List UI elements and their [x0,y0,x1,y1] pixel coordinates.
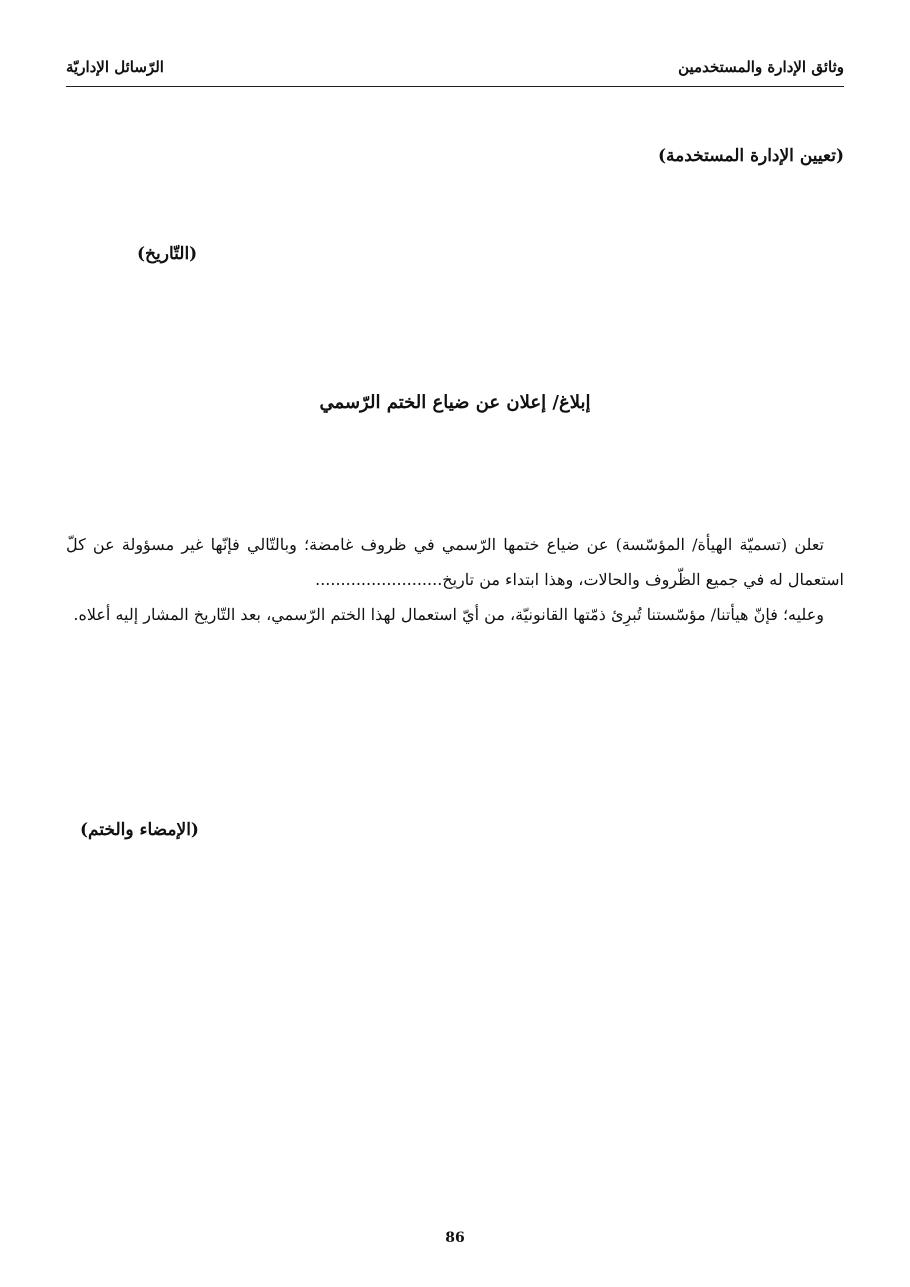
date-placeholder: (التّاريخ) [137,244,198,264]
page-number: 86 [445,1230,465,1246]
body-paragraph-2: وعليه؛ فإنّ هيأتنا/ مؤسّستنا تُبرِئ ذمّتها القانونيّة، من أيّ استعمال لهذا الختم الرّسمي، بعد التّاريخ المشار إليه أعلاه. [73,605,824,624]
body-paragraph-1: تعلن (تسميّة الهيأة/ المؤسّسة) عن ضياع ختمها الرّسمي في ظروف غامضة؛ وبالتّالي فإنّها غير مسؤولة عن كلّ استعمال له في جميع الظّروف والحالات، وهذا ابتداء من تاريخ......................... [66,535,844,589]
signature-placeholder: (الإمضاء والختم) [80,820,199,840]
header-section-title: الرّسائل الإداريّة [66,58,164,76]
header-document-title: وثائق الإدارة والمستخدمين [678,58,844,76]
page-header [66,56,844,87]
letter-subject: إبلاغ/ إعلان عن ضياع الختم الرّسمي [319,392,591,413]
letter-body [66,527,844,632]
sender-placeholder: (تعيين الإدارة المستخدمة) [657,146,844,166]
